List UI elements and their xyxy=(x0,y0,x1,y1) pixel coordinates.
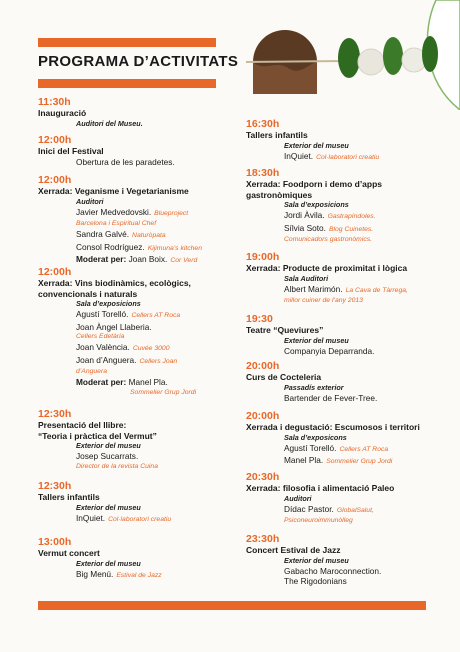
event-title-text: Presentació del llibre: xyxy=(38,420,127,430)
event-title-line2: convencionals i naturals xyxy=(38,288,138,299)
event-title-text: Curs de Cocteleria xyxy=(246,372,322,382)
speaker-name: Big Menú. xyxy=(76,568,114,579)
speaker-name: Sílvia Soto. xyxy=(284,222,326,233)
speaker-name: Dídac Pastor. xyxy=(284,503,334,514)
speaker-affiliation: Gastrapíndoles. xyxy=(327,213,376,220)
event-time: 20:30h xyxy=(246,471,280,483)
speaker-name: Joan d’Anguera. xyxy=(76,354,137,365)
event-speaker xyxy=(246,284,446,297)
event-speaker xyxy=(38,355,238,368)
speaker-affiliation: Cuvée 3000 xyxy=(132,345,170,352)
event-title xyxy=(246,179,446,190)
event-affiliation: d’Anguera xyxy=(76,368,107,375)
speaker-name: Albert Marimón. xyxy=(284,283,343,294)
event-affiliation: Director de la revista Cuina xyxy=(76,462,158,470)
speaker-affiliation: GlobalSalut, xyxy=(336,506,374,514)
event-speaker xyxy=(246,346,446,357)
event-affiliation: Psiconeuroimmunòlleg xyxy=(284,517,353,524)
moderator-label: Moderat per: xyxy=(76,254,129,264)
event-speaker xyxy=(246,210,446,223)
moderator-name: Manel Pla. xyxy=(128,377,168,387)
top-accent-bar xyxy=(38,38,216,47)
event-title xyxy=(246,263,446,274)
event-title xyxy=(38,146,238,157)
speaker-name: Gabacho Maroconnection. xyxy=(284,565,382,576)
event-block xyxy=(38,536,238,581)
event-time: 12:00h xyxy=(38,266,72,278)
event-time: 12:00h xyxy=(38,174,72,186)
event-title-text: Foodporn i demo d’apps xyxy=(282,179,383,189)
event-venue: Exterior del museu xyxy=(76,441,141,450)
speaker-affiliation: Estival de Jazz xyxy=(116,571,162,579)
event-block xyxy=(246,251,446,306)
speaker-name: Consol Rodríguez. xyxy=(76,241,145,252)
event-time: 20:00h xyxy=(246,360,280,372)
moderator-label: Moderat per: xyxy=(76,377,129,387)
event-block xyxy=(246,313,446,356)
event-speaker xyxy=(38,322,238,333)
event-title xyxy=(38,548,238,559)
event-block xyxy=(38,266,238,398)
event-speaker xyxy=(38,451,238,462)
event-title-text: Tallers infantils xyxy=(246,130,308,140)
event-title-text: Inauguració xyxy=(38,108,87,118)
event-title xyxy=(38,186,238,197)
speaker-name: InQuiet. xyxy=(76,512,106,523)
speaker-affiliation: Blog Cuinetes. xyxy=(328,225,374,233)
event-block xyxy=(38,174,238,267)
speaker-name: Joan València. xyxy=(76,342,130,352)
speaker-affiliation: Blueproject xyxy=(154,209,189,217)
event-block xyxy=(38,408,238,472)
speaker-name: Agustí Torelló. xyxy=(76,309,129,319)
event-block xyxy=(246,471,446,526)
event-moderator xyxy=(38,254,238,267)
event-block xyxy=(246,360,446,403)
event-venue: Passadís exterior xyxy=(284,382,344,392)
event-time: 11:30h xyxy=(38,96,71,108)
event-speaker xyxy=(38,229,238,242)
event-title-line2: “Teoria i pràctica del Vermut” xyxy=(38,430,157,441)
event-title-text: Tallers infantils xyxy=(38,492,100,502)
event-speaker xyxy=(38,569,238,582)
event-title xyxy=(246,422,446,433)
speaker-affiliation: Cellers AT Roca xyxy=(131,312,181,319)
pickle-icon-3 xyxy=(422,36,438,72)
event-speaker xyxy=(38,342,238,355)
speaker-affiliation: Col·laboratori creatiu xyxy=(108,515,172,523)
speaker-affiliation: La Cava de Tàrrega, xyxy=(345,286,408,294)
speaker-name: InQuiet. xyxy=(284,150,314,161)
event-speaker xyxy=(246,576,446,587)
event-title-text: Vermut concert xyxy=(38,548,100,558)
speaker-name: Agustí Torelló. xyxy=(284,442,337,453)
speaker-affiliation: Cellers AT Roca xyxy=(339,445,389,453)
event-time: 23:30h xyxy=(246,533,280,545)
event-type-label: Xerrada: xyxy=(38,186,75,196)
event-time: 12:00h xyxy=(38,134,72,146)
speaker-name: Bartender de Fever-Tree. xyxy=(284,392,378,403)
bottom-accent-bar xyxy=(38,601,426,610)
event-title xyxy=(246,545,446,556)
event-speaker xyxy=(38,242,238,255)
event-title xyxy=(38,278,238,289)
event-venue: Exterior del museu xyxy=(284,555,349,565)
event-affiliation: Cellers Edetària xyxy=(76,333,125,340)
event-time: 12:30h xyxy=(38,408,72,420)
event-block xyxy=(38,134,238,167)
title-underline-bar xyxy=(38,79,216,88)
speaker-name: Companyia Deparranda. xyxy=(284,345,375,356)
pickle-icon-2 xyxy=(383,37,403,75)
speaker-affiliation: Cellers Joan xyxy=(139,357,178,365)
speaker-affiliation: Sommelier Grup Jordi xyxy=(326,458,393,465)
event-venue: Auditori xyxy=(76,196,104,206)
moderator-affiliation: Cor Verd xyxy=(170,257,198,264)
event-time: 19:30 xyxy=(246,313,273,325)
event-time: 16:30h xyxy=(246,118,280,130)
pickle-icon xyxy=(338,38,360,78)
speaker-affiliation: Kijimuna’s kitchen xyxy=(147,244,202,252)
event-title-text: Vins biodinàmics, ecològics, xyxy=(74,278,191,288)
event-venue: Exterior del museu xyxy=(76,558,141,568)
event-block xyxy=(38,480,238,525)
event-title xyxy=(38,492,238,503)
event-speaker xyxy=(38,513,238,526)
event-speaker xyxy=(246,393,446,404)
event-affiliation: Sommelier Grup Jordi xyxy=(130,388,197,396)
event-title-text: Producte de proximitat i lògica xyxy=(282,263,408,273)
event-title-line2: gastronòmiques xyxy=(246,189,313,200)
speaker-name: Javier Medvedovski. xyxy=(76,206,152,217)
sauce-drip xyxy=(253,62,317,94)
event-venue: Sala d’exposicons xyxy=(284,432,347,442)
event-title-text: Xerrada i degustació: Escumosos i territori xyxy=(246,422,420,432)
event-affiliation: Barcelona i Espiritual Chef xyxy=(76,220,157,227)
event-affiliation: Comunicadors gastronòmics. xyxy=(284,236,373,243)
page-title: PROGRAMA D’ACTIVITATS xyxy=(38,53,239,70)
event-title-text: Concert Estival de Jazz xyxy=(246,545,341,555)
event-speaker xyxy=(38,309,238,322)
speaker-name: Sandra Galvé. xyxy=(76,229,130,239)
speaker-name: Josep Sucarrats. xyxy=(76,451,139,461)
speaker-name: Jordi Àvila. xyxy=(284,210,325,220)
speaker-name: The Rigodonians xyxy=(284,576,347,586)
event-venue: Auditori xyxy=(284,493,312,503)
event-time: 12:30h xyxy=(38,480,72,492)
event-speaker xyxy=(246,151,446,164)
event-type-label: Xerrada: xyxy=(38,278,75,288)
event-speaker xyxy=(246,443,446,456)
event-block xyxy=(246,410,446,468)
event-moderator xyxy=(38,377,238,388)
speaker-affiliation: Naturòpata xyxy=(132,232,166,239)
event-block xyxy=(246,533,446,587)
event-venue: Sala d’exposicions xyxy=(76,299,141,308)
event-title xyxy=(38,420,238,431)
speaker-affiliation: Col·laboratori creatiu xyxy=(316,153,380,161)
event-time: 20:00h xyxy=(246,410,280,422)
onion-icon xyxy=(358,49,384,75)
event-type-label: Xerrada: xyxy=(246,263,283,273)
event-venue: Exterior del museu xyxy=(284,140,349,150)
event-venue: Exterior del museu xyxy=(284,335,349,345)
event-title-text: Teatre “Queviures” xyxy=(246,325,324,335)
event-title xyxy=(246,130,446,141)
event-affiliation: millor cuiner de l’any 2013 xyxy=(284,297,363,304)
event-title-text: filosofia i alimentació Paleo xyxy=(282,483,395,493)
event-speaker xyxy=(246,504,446,517)
speaker-name: Manel Pla. xyxy=(284,455,324,465)
event-block xyxy=(246,167,446,245)
event-speaker xyxy=(38,207,238,220)
skewer-illustration xyxy=(236,0,460,110)
event-speaker xyxy=(246,455,446,468)
event-type-label: Xerrada: xyxy=(246,179,283,189)
event-venue: Exterior del museu xyxy=(76,502,141,512)
event-time: 18:30h xyxy=(246,167,280,179)
event-title xyxy=(246,372,446,383)
event-title-text: Inici del Festival xyxy=(38,146,104,156)
event-title xyxy=(246,483,446,494)
event-venue: Sala Auditori xyxy=(284,273,329,283)
event-time: 13:00h xyxy=(38,536,72,548)
event-title xyxy=(246,325,446,336)
speaker-name: Joan Àngel Llaberia. xyxy=(76,321,152,332)
event-speaker xyxy=(246,223,446,236)
event-venue: Auditori del Museu. xyxy=(76,118,143,128)
event-time: 19:00h xyxy=(246,251,280,263)
event-block xyxy=(38,96,238,129)
event-speaker xyxy=(246,566,446,577)
event-venue: Sala d’exposicions xyxy=(284,200,349,209)
event-title xyxy=(38,108,238,119)
moderator-name: Joan Boix. xyxy=(128,254,168,264)
event-detail: Obertura de les paradetes. xyxy=(76,156,175,167)
event-type-label: Xerrada: xyxy=(246,483,283,493)
event-block xyxy=(246,118,446,163)
event-title-text: Veganisme i Vegetarianisme xyxy=(74,186,189,196)
